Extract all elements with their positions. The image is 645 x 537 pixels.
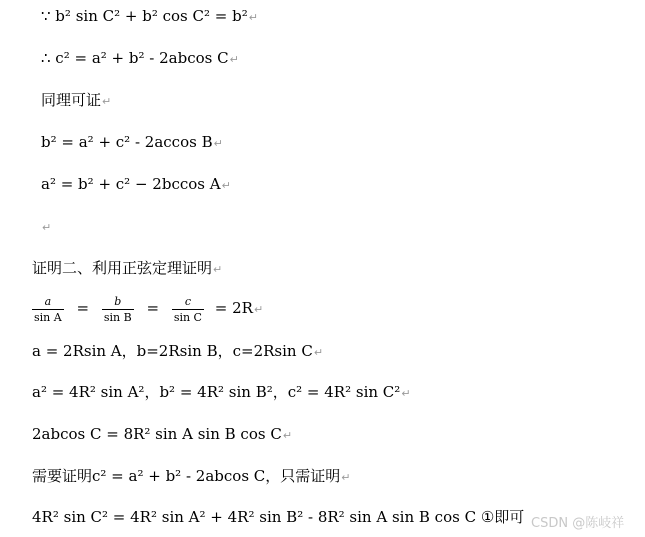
equation-line-7: 2abcos C = 8R² sin A sin B cos C↵ — [32, 425, 293, 443]
csdn-watermark: CSDN @陈岐祥 — [531, 516, 625, 531]
equation-line-8: 需要证明c² = a² + b² - 2abcos C，只需证明↵ — [32, 467, 351, 485]
fraction-b-over-sinB: $\frac{b}{\text{sin B}}$ — [103, 294, 132, 324]
equation-line-4: a² = b² + c² − 2bccos A↵ — [41, 175, 231, 193]
equation-line-1: ∵ b² sin C² + b² cos C² = b²↵ — [41, 7, 258, 25]
fraction-c-over-sinC: $\frac{c}{\text{sin C}}$ — [173, 294, 202, 324]
empty-paragraph-line: ↵ — [42, 221, 52, 234]
text-line-similarly-proven: 同理可证↵ — [41, 91, 112, 109]
equation-line-9: 4R² sin C² = 4R² sin A² + 4R² sin B² - 8R² sin A sin B cos C ①即可 — [32, 508, 525, 526]
sine-rule-fraction-line: $\frac{a}{\text{sin A}}$ = $\frac{b}{\text{sin B}}$ = $\frac{c}{\text{sin C}}$ = 2R↵ — [34, 294, 264, 324]
equation-line-5: a = 2Rsin A，b=2Rsin B，c=2Rsin C↵ — [32, 342, 324, 360]
equation-line-3: b² = a² + c² - 2accos B↵ — [41, 133, 223, 151]
equation-line-2: ∴ c² = a² + b² - 2abcos C↵ — [41, 49, 239, 67]
equation-line-6: a² = 4R² sin A²，b² = 4R² sin B²，c² = 4R² sin C²↵ — [32, 383, 411, 401]
fraction-a-over-sinA: $\frac{a}{\text{sin A}}$ — [34, 294, 62, 324]
section-heading-proof-two: 证明二、利用正弦定理证明↵ — [32, 259, 223, 277]
